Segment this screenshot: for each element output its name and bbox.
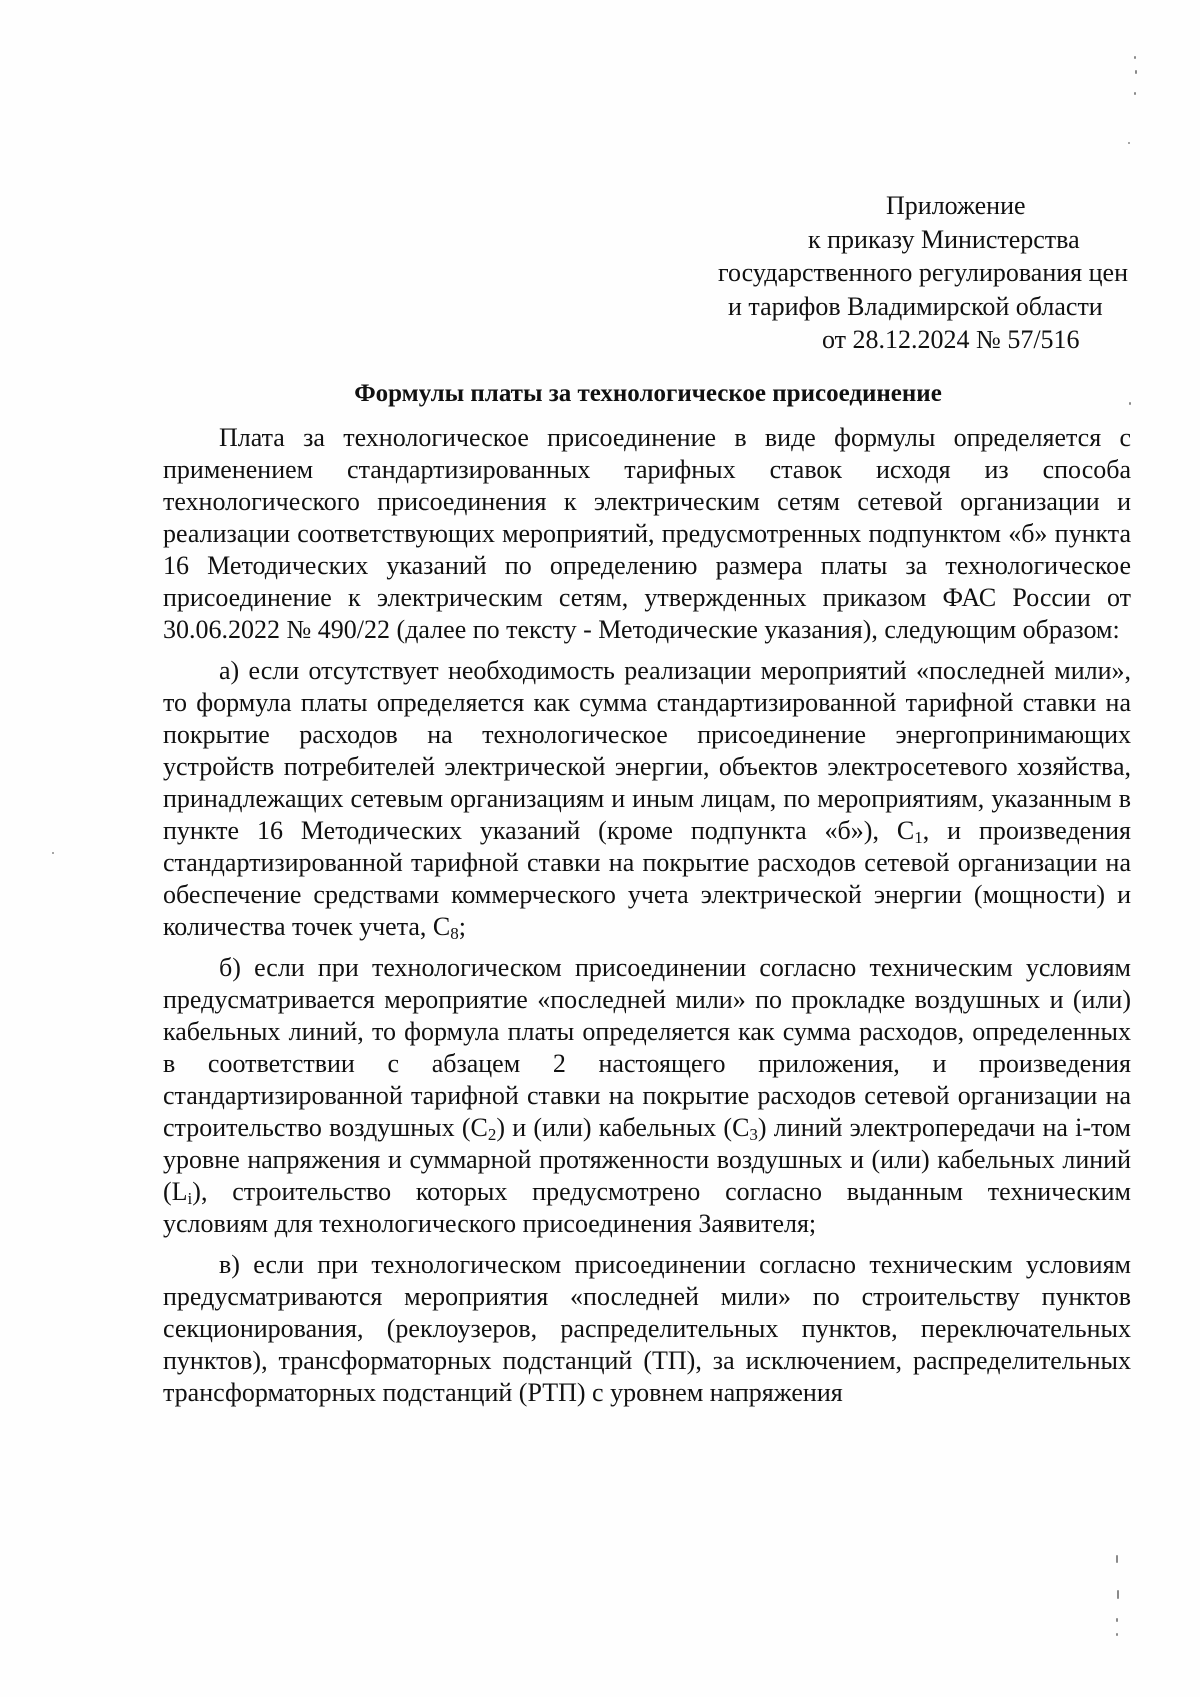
paragraph-b-text-3: ) линий электропередачи на i-том уровне напряжения и суммарной протяженности воздушных и (или) кабельных линий (L [163,1113,1131,1206]
scan-speck [1134,92,1136,95]
paragraph-b-text-2: ) и (или) кабельных (C [496,1113,750,1142]
scan-speck [1135,70,1137,74]
document-body [163,422,1131,1409]
scan-speck [1116,1633,1118,1636]
subscript-li: i [187,1189,193,1208]
header-line-appendix: Приложение [886,191,1026,220]
document-title: Формулы платы за технологическое присоединение [354,380,942,407]
paragraph-b-text-1: б) если при технологическом присоединении согласно техническим условиям предусматривается мероприятие «последней мили» по прокладке воздушных и (или) кабельных линий, то формула платы определяется как сумма расходов, определенных в соответствии с абзацем 2 настоящего приложения, и произведения стандартизированной тарифной ставки на покрытие расходов сетевой организации на строительство воздушных (C [163,953,1131,1142]
header-line-date-number: от 28.12.2024 № 57/516 [822,325,1080,354]
paragraph-a-text-2: , и произведения стандартизированной тарифной ставки на покрытие расходов сетевой организации на обеспечение средствами коммерческого учета электрической энергии (мощности) и количества точек учета, C [163,816,1131,941]
paragraph-c: в) если при технологическом присоединении согласно техническим условиям предусматриваются мероприятия «последней мили» по строительству пунктов секционирования, (реклоузеров, распределительных пунктов, переключательных пунктов), трансформаторных подстанций (ТП), за исключением, распределительных трансформаторных подстанций (РТП) с уровнем напряжения [163,1250,1131,1407]
scan-speck [1117,1590,1119,1599]
scan-speck [1116,1618,1118,1622]
header-line-ministry: государственного регулирования цен [718,258,1128,287]
paragraph-intro: Плата за технологическое присоединение в виде формулы определяется с применением стандартизированных тарифных ставок исходя из способа технологического присоединения к электрическим сетям сетевой организации и реализации соответствующих мероприятий, предусмотренных подпунктом «б» пункта 16 Методических указаний по определению размера платы за технологическое присоединение к электрическим сетям, утвержденных приказом ФАС России от 30.06.2022 № 490/22 (далее по тексту - Методические указания), следующим образом: [163,423,1131,644]
subscript-c8: 8 [450,924,459,943]
subscript-c1: 1 [914,828,923,847]
subscript-c2: 2 [487,1125,497,1144]
paragraph-a [163,655,1131,943]
paragraph-a-text-3: ; [458,912,467,941]
header-line-region: и тарифов Владимирской области [728,291,1103,321]
scan-speck [52,852,54,854]
subscript-c3: 3 [749,1125,758,1144]
paragraph-b-text-4: ), строительство которых предусмотрено согласно выданным техническим условиям для технологического присоединения Заявителя; [163,1177,1131,1238]
paragraph-b [163,952,1131,1240]
appendix-header [700,189,1128,357]
header-line-order: к приказу Министерства [808,224,1080,254]
scan-speck [1116,1555,1118,1563]
scan-speck [1134,56,1136,59]
scan-speck [1128,142,1130,144]
paragraph-a-text-1: а) если отсутствует необходимость реализации мероприятий «последней мили», то формула платы определяется как сумма стандартизированной тарифной ставки на покрытие расходов на технологическое присоединение энергопринимающих устройств потребителей электрической энергии, объектов электросетевого хозяйства, принадлежащих сетевым организациям и иным лицам, по мероприятиям, указанным в пункте 16 Методических указаний (кроме подпункта «б»), C [163,656,1131,845]
scan-speck [1129,402,1131,405]
